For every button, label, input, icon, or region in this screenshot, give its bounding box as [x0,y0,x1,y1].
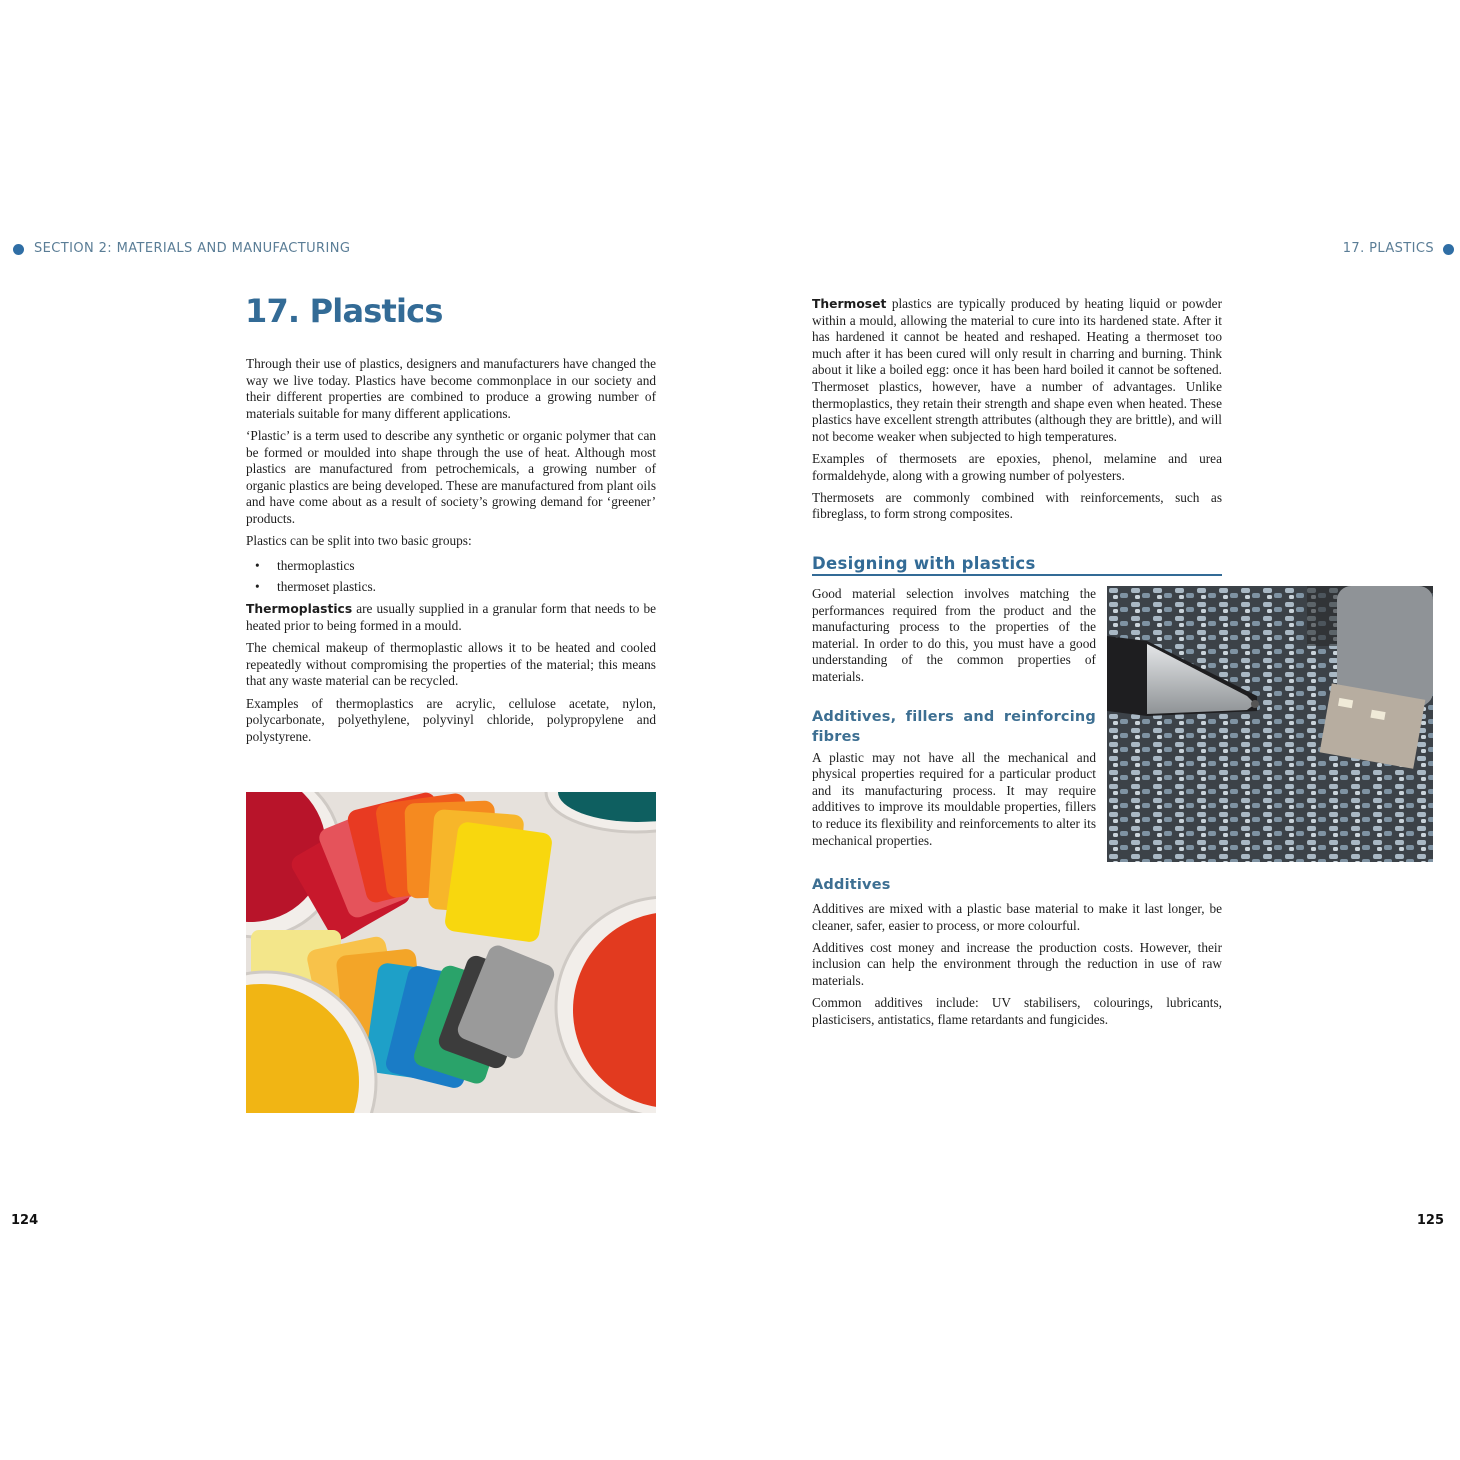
section-heading-designing: Designing with plastics [812,553,1222,576]
list-item: • thermoplastics [246,558,656,575]
thermoset-composites-paragraph: Thermosets are commonly combined with reinforcements, such as fibreglass, to form strong composites. [812,489,1222,522]
intro-paragraph: Through their use of plastics, designers and manufacturers have changed the way we live today. Plastics have become commonplace in our society and their different properties are combined to produce a growing number of materials suitable for many different applications. [246,356,656,421]
right-narrow-column [812,586,1096,855]
list-item: • thermoset plastics. [246,579,656,596]
left-page-number: 124 [11,1213,39,1228]
bold-term: Thermoplastics [246,602,353,617]
thermoset-paragraph: Thermoset plastics are typically produced by heating liquid or powder within a mould, allowing the material to cure into its hardened state. After it has hardened it cannot be heated and reshaped. Heating a thermoset too much after it has been cured will only result in charring and burning. Think about it like a boiled egg: once it has been hard boiled it cannot be softened. Thermoset plastics, however, have a number of advantages. Unlike thermoplastics, they retain their strength and shape even when heated. These plastics have excellent strength attributes (although they are brittle), and will not become weaker when subjected to high temperatures. [812,296,1222,444]
additives-paragraph: Additives are mixed with a plastic base material to make it last longer, be cleaner, safer, easier to process, or more colourful. [812,901,1222,933]
left-body-column [246,356,656,751]
plastic-swatches-illustration [246,792,656,1113]
plastic-swatches-photo [246,792,656,1113]
right-running-head: 17. PLASTICS [1342,241,1434,256]
groups-list [246,558,656,596]
groups-intro: Plastics can be split into two basic groups: [246,533,472,549]
additives-column [812,901,1222,1034]
additives-cost-paragraph: Additives cost money and increase the production costs. However, their inclusion can help the environment through the reduction in use of raw materials. [812,939,1222,988]
granules-illustration [1107,586,1433,862]
designing-paragraph: Good material selection involves matching the performances required from the product and the manufacturing process to the properties of the material. In order to do this, you must have a good understanding of the common properties of materials. [812,586,1096,684]
common-additives-paragraph: Common additives include: UV stabilisers, colourings, lubricants, plasticisers, antistatics, flame retardants and fungicides. [812,995,1222,1027]
definition-paragraph: ‘Plastic’ is a term used to describe any synthetic or organic polymer that can be formed or moulded into shape through the use of heat. Although most plastics are manufactured from petrochemicals, a growing number of organic plastics are being developed. These are manufactured from plant oils and have come about as a result of society’s growing demand for ‘greener’ products. [246,427,656,526]
section-bullet-icon [1443,244,1454,255]
bold-term: Thermoset [812,297,887,311]
fillers-paragraph: A plastic may not have all the mechanical and physical properties required for a particular product and its manufacturing process. It may require additives to improve its mouldable properties, fillers to reduce its flexibility and reinforcements to alter its mechanical properties. [812,749,1096,848]
granules-pen-usb-photo [1107,586,1433,862]
thermoplastic-examples-paragraph: Examples of thermoplastics are acrylic, cellulose acetate, nylon, polycarbonate, polyethylene, polyvinyl chloride, polypropylene and polystyrene. [246,695,656,744]
chemical-makeup-paragraph: The chemical makeup of thermoplastic allows it to be heated and cooled repeatedly without compromising the properties of the material; this means that any waste material can be recycled. [246,640,656,689]
subheading-additives: Additives [812,877,891,893]
thermoset-examples-paragraph: Examples of thermosets are epoxies, phenol, melamine and urea formaldehyde, along with a growing number of polyesters. [812,450,1222,483]
page-title: 17. Plastics [245,292,443,330]
section-bullet-icon [13,244,24,255]
left-running-head: SECTION 2: MATERIALS AND MANUFACTURING [34,241,351,256]
right-body-column-top [812,296,1222,529]
subheading-additives-fillers: Additives, fillers and reinforcing fibres [812,708,1096,745]
right-page-number: 125 [1416,1213,1444,1228]
thermoplastics-paragraph: Thermoplastics are usually supplied in a granular form that needs to be heated prior to being formed in a mould. [246,601,656,633]
